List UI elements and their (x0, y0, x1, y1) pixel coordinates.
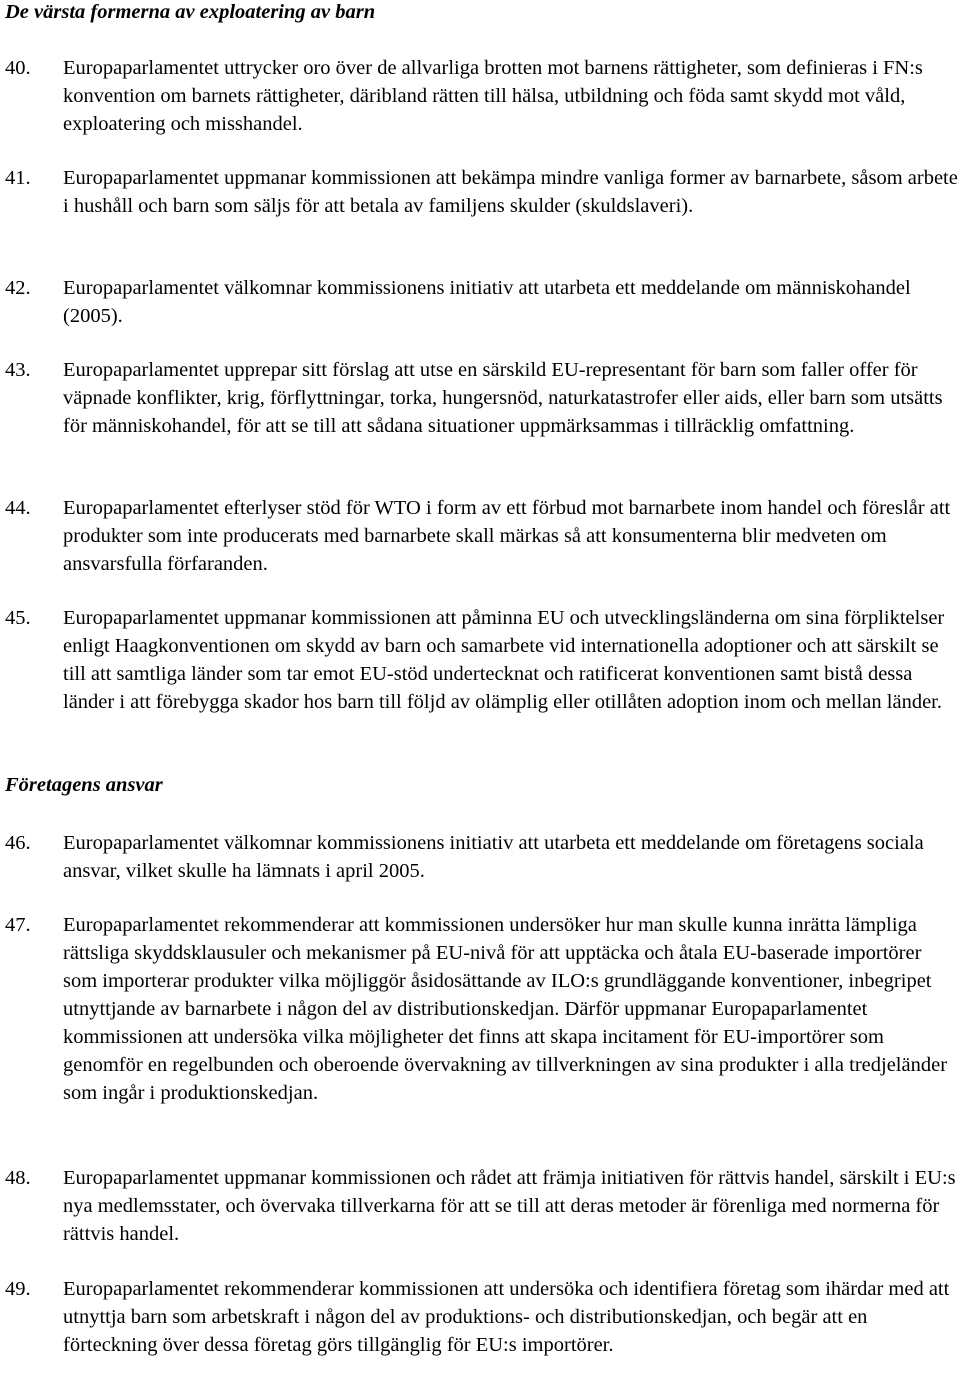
paragraph-48 (5, 1164, 960, 1248)
paragraph-text: Europaparlamentet välkomnar kommissionens initiativ att utarbeta ett meddelande om människohandel (2005). (63, 277, 911, 327)
paragraph-text: Europaparlamentet upprepar sitt förslag att utse en särskild EU-representant för barn som faller offer för väpnade konflikter, krig, förflyttningar, torka, hungersnöd, naturkatastrofer eller aids, eller barn som utsätts för människohandel, för att se till att sådana situationer uppmärksammas i tillräcklig omfattning. (63, 359, 943, 437)
paragraph-43 (5, 356, 960, 440)
paragraph-text: Europaparlamentet rekommenderar att kommissionen undersöker hur man skulle kunna inrätta lämpliga rättsliga skyddsklausuler och mekanismer på EU-nivå för att upptäcka och åtala EU-baserade importörer som importerar produkter vilka möjliggör åsidosättande av ILO:s grundläggande konventioner, inbegripet utnyttjande av barnarbete i någon del av distributionskedjan. Därför uppmanar Europaparlamentet kommissionen att undersöka vilka möjligheter det finns att skapa incitament för EU-importörer som genomför en regelbunden och oberoende övervakning av tillverkningen av sina produkter i alla tredjeländer som ingår i produktionskedjan. (63, 914, 948, 1104)
paragraph-number: 46. (5, 832, 31, 854)
paragraph-number: 40. (5, 57, 31, 79)
paragraph-number: 41. (5, 167, 31, 189)
paragraph-42 (5, 274, 960, 330)
paragraph-46 (5, 829, 960, 885)
paragraph-text: Europaparlamentet uppmanar kommissionen och rådet att främja initiativen för rättvis handel, särskilt i EU:s nya medlemsstater, och övervaka tillverkarna för att se till att deras metoder är förenliga med normerna för rättvis handel. (63, 1167, 956, 1245)
paragraph-text: Europaparlamentet uppmanar kommissionen att påminna EU och utvecklingsländerna om sina förpliktelser enligt Haagkonventionen om skydd av barn och samarbete vid internationella adoptioner och att särskilt se till att samtliga länder som tar emot EU-stöd undertecknat och ratificerat konventionen samt bistå dessa länder i att förebygga skador hos barn till följd av olämplig eller otillåten adoption inom och mellan länder. (63, 607, 945, 713)
paragraph-45 (5, 604, 960, 716)
paragraph-41 (5, 164, 960, 220)
paragraph-number: 49. (5, 1278, 31, 1300)
paragraph-40 (5, 54, 960, 138)
paragraph-number: 44. (5, 497, 31, 519)
paragraph-text: Europaparlamentet uppmanar kommissionen att bekämpa mindre vanliga former av barnarbete, såsom arbete i hushåll och barn som säljs för att betala av familjens skulder (skuldslaveri). (63, 167, 958, 217)
section-heading-exploitation: De värsta formerna av exploatering av barn (5, 1, 376, 23)
paragraph-text: Europaparlamentet uttrycker oro över de allvarliga brotten mot barnens rättigheter, som definieras i FN:s konvention om barnets rättigheter, däribland rätten till hälsa, utbildning och föda samt skydd mot våld, exploatering och misshandel. (63, 57, 923, 135)
paragraph-text: Europaparlamentet efterlyser stöd för WTO i form av ett förbud mot barnarbete inom handel och föreslår att produkter som inte producerats med barnarbete skall märkas så att konsumenterna blir medveten om ansvarsfulla förfaranden. (63, 497, 951, 575)
paragraph-44 (5, 494, 960, 578)
paragraph-number: 43. (5, 359, 31, 381)
paragraph-text: Europaparlamentet rekommenderar kommissionen att undersöka och identifiera företag som ihärdar med att utnyttja barn som arbetskraft i någon del av produktions- och distributionskedjan, och begär att en förteckning över dessa företag görs tillgänglig för EU:s importörer. (63, 1278, 950, 1356)
paragraph-text: Europaparlamentet välkomnar kommissionens initiativ att utarbeta ett meddelande om företagens sociala ansvar, vilket skulle ha lämnats i april 2005. (63, 832, 924, 882)
section-heading-corporate-responsibility: Företagens ansvar (5, 774, 163, 796)
paragraph-number: 48. (5, 1167, 31, 1189)
paragraph-47 (5, 911, 960, 1107)
paragraph-49 (5, 1275, 960, 1359)
paragraph-number: 42. (5, 277, 31, 299)
paragraph-number: 47. (5, 914, 31, 936)
paragraph-number: 45. (5, 607, 31, 629)
